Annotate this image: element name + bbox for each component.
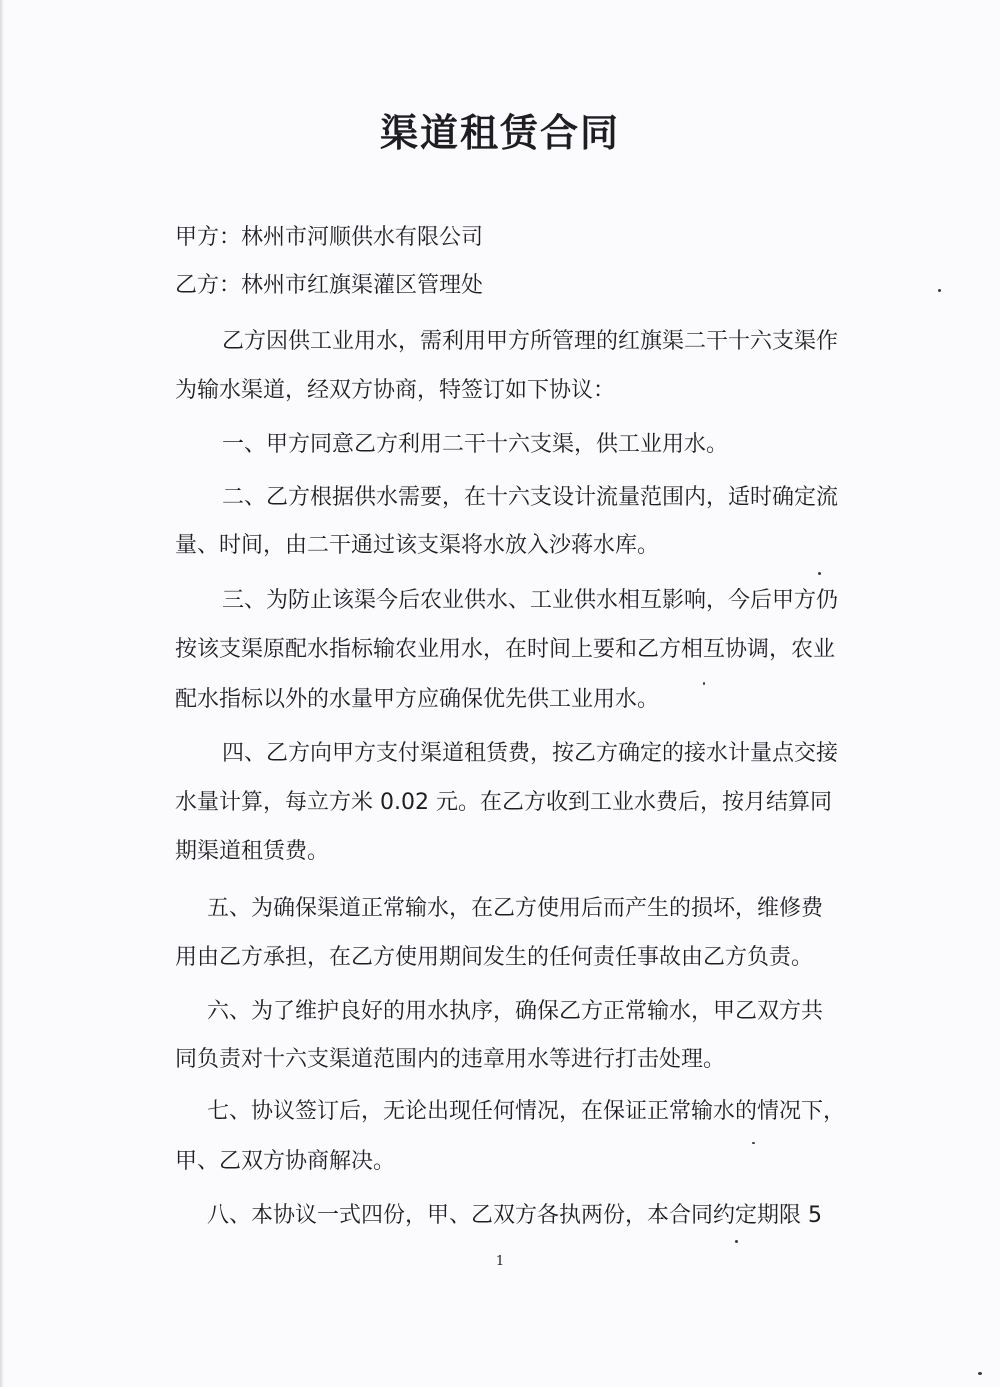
clause-5-line: 五、为确保渠道正常输水，在乙方使用后而产生的损坏，维修费 bbox=[207, 896, 824, 921]
scan-speck bbox=[735, 1240, 738, 1243]
scan-speck bbox=[752, 1142, 755, 1144]
clause-7-line: 甲、乙双方协商解决。 bbox=[175, 1149, 396, 1174]
scan-speck bbox=[938, 289, 941, 292]
scan-speck bbox=[703, 682, 705, 685]
clause-3-line: 三、为防止该渠今后农业供水、工业供水相互影响，今后甲方仍 bbox=[222, 588, 839, 613]
clause-6-line: 六、为了维护良好的用水执序，确保乙方正常输水，甲乙双方共 bbox=[207, 999, 824, 1024]
clause-2-line: 量、时间，由二干通过该支渠将水放入沙蒋水库。 bbox=[175, 533, 660, 558]
scan-edge-shadow bbox=[0, 0, 4, 1387]
clause-7-line: 七、协议签订后，无论出现任何情况，在保证正常输水的情况下， bbox=[207, 1099, 846, 1124]
clause-6-line: 同负责对十六支渠道范围内的违章用水等进行打击处理。 bbox=[175, 1047, 726, 1072]
clause-5-line: 用由乙方承担，在乙方使用期间发生的任何责任事故由乙方负责。 bbox=[175, 945, 814, 970]
scan-speck bbox=[978, 1372, 982, 1375]
clause-8-line: 八、本协议一式四份，甲、乙双方各执两份，本合同约定期限 5 bbox=[207, 1203, 822, 1228]
clause-3-line: 配水指标以外的水量甲方应确保优先供工业用水。 bbox=[175, 687, 660, 712]
party-b-line: 乙方：林州市红旗渠灌区管理处 bbox=[175, 273, 484, 298]
clause-1-line: 一、甲方同意乙方利用二干十六支渠，供工业用水。 bbox=[222, 432, 729, 457]
clause-2-line: 二、乙方根据供水需要，在十六支设计流量范围内，适时确定流 bbox=[222, 485, 839, 510]
party-a-line: 甲方：林州市河顺供水有限公司 bbox=[175, 225, 484, 250]
scan-speck bbox=[818, 572, 821, 575]
paragraph-line: 为输水渠道，经双方协商，特签订如下协议： bbox=[175, 378, 616, 403]
document-title: 渠道租赁合同 bbox=[379, 111, 620, 155]
clause-4-line: 期渠道租赁费。 bbox=[175, 839, 330, 864]
paragraph-line: 乙方因供工业用水，需利用甲方所管理的红旗渠二干十六支渠作 bbox=[222, 329, 839, 354]
clause-3-line: 按该支渠原配水指标输农业用水，在时间上要和乙方相互协调，农业 bbox=[175, 637, 836, 662]
clause-4-line: 水量计算，每立方米 0.02 元。在乙方收到工业水费后，按月结算同 bbox=[175, 790, 832, 815]
page-number: 1 bbox=[495, 1254, 505, 1269]
clause-4-line: 四、乙方向甲方支付渠道租赁费，按乙方确定的接水计量点交接 bbox=[222, 741, 839, 766]
